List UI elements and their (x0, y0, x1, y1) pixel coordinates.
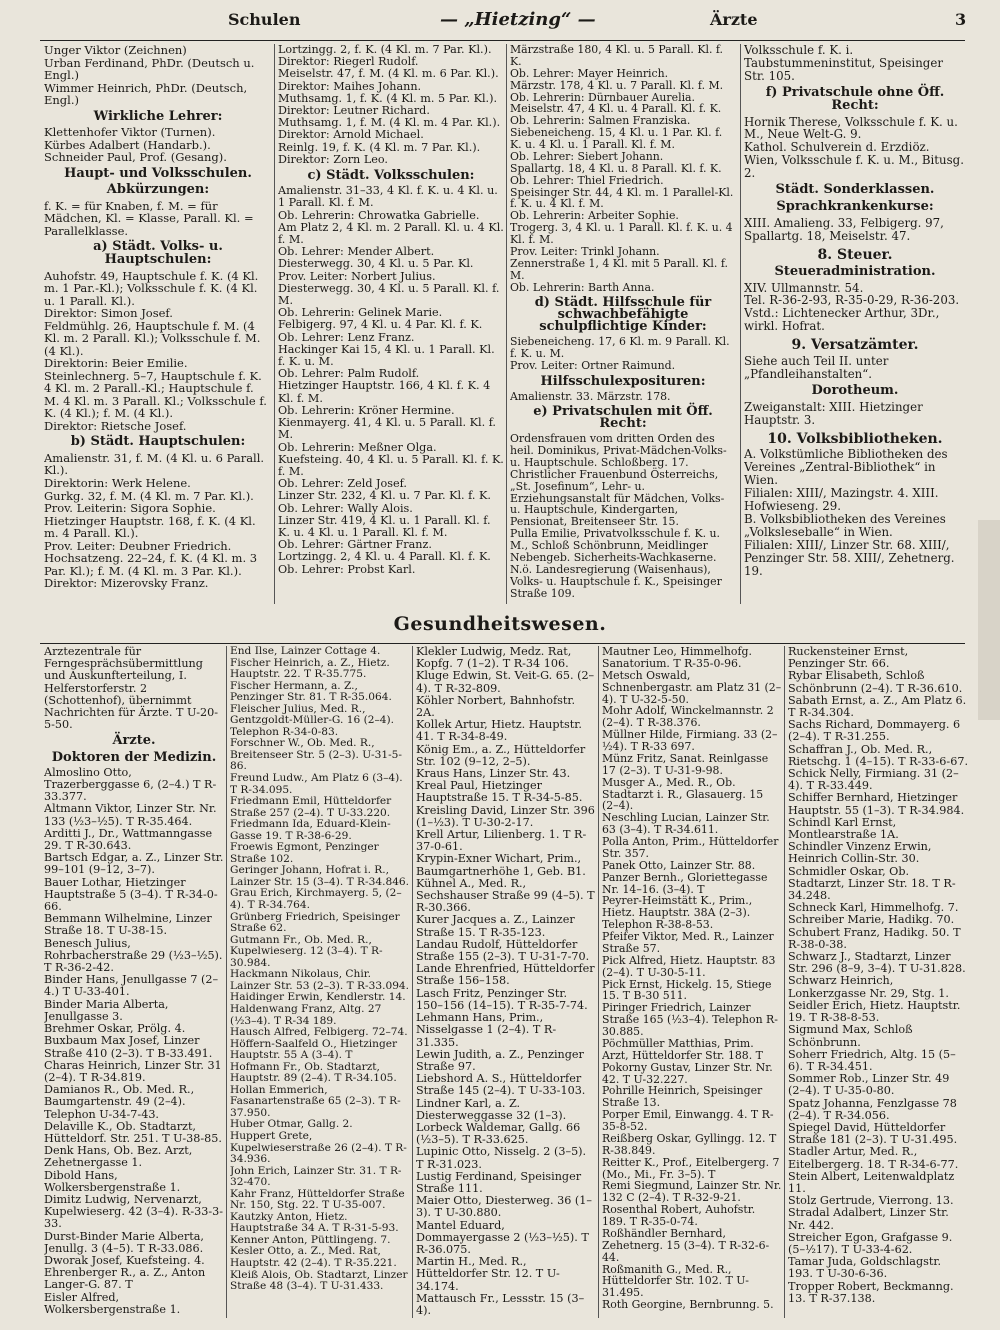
entry: Roßmanith G., Med. R., Hütteldorfer Str. 102. T U-31.495. (602, 1262, 749, 1300)
entry: Ob. Lehrer: Lenz Franz. (278, 330, 415, 344)
entry: Spiegel David, Hütteldorfer Straße 181 (2–3). T U-31.495. (788, 1120, 958, 1147)
entry: Siebeneicheng. 15, 4 Kl. u. 1 Par. Kl. f. K. u. 4 Kl. u. 1 Parall. Kl. f. M. (510, 126, 723, 151)
entry: Urban Ferdinand, PhDr. (Deutsch u. Engl.) (44, 55, 255, 83)
column-divider (598, 646, 599, 1318)
entry: Steinlechnerg. 5–7, Hauptschule f. K. 4 Kl. m. 2 Parall.-Kl.; Hauptschule f. M. 4 Kl. m. 3 Parall. Kl.; Volksschule f. K. (4 Kl.); f. M. (4 Kl.). (44, 368, 267, 421)
entry: Zweiganstalt: XIII. Hietzinger Hauptstr. 3. (744, 399, 923, 427)
entry: Prov. Leiter: Ortner Raimund. (510, 358, 676, 372)
entry: Ob. Lehrer: Probst Karl. (278, 562, 416, 576)
subheading: f) Privatschule ohne Öff. Recht: (765, 84, 945, 113)
column-divider (226, 646, 227, 1318)
entry: Feldmühlg. 26, Hauptschule f. M. (4 Kl. m. 2 Parall. Kl.); Volksschule f. M. (4 Kl.). (44, 318, 261, 358)
entry: Kraus Hans, Linzer Str. 43. (416, 767, 571, 781)
entry: Haldenwang Franz, Altg. 27 (½3–4). T R-34 189. (230, 1002, 382, 1027)
subheading: Wirkliche Lehrer: (93, 108, 223, 124)
entry: Musger A., Med. R., Ob. Stadtarzt i. R., Glasauerg. 15 (2–4). (602, 775, 764, 813)
entry: Lupinic Otto, Nisselg. 2 (3–5). T R-31.023. (416, 1145, 587, 1171)
entry: Siebeneicheng. 17, 6 Kl. m. 9 Parall. Kl. f. K. u. M. (510, 335, 730, 360)
entry: Muthsamg. 1, f. M. (4 Kl. m. 4 Par. Kl.). (278, 116, 501, 130)
entry: Ruckensteiner Ernst, Penzinger Str. 66. (788, 646, 909, 671)
entry: Pfeifer Viktor, Med. R., Lainzer Straße 57. (602, 930, 774, 955)
entry: John Erich, Lainzer Str. 31. T R-32-470. (230, 1164, 402, 1189)
entry: Trogerg. 3, 4 Kl. u. 1 Parall. Kl. f. K. u. 4 Kl. f. M. (510, 221, 733, 246)
entry: Märzstraße 180, 4 Kl. u. 5 Parall. Kl. f. K. (510, 44, 723, 68)
column-divider (412, 646, 413, 1318)
entry: Sachs Richard, Dommayerg. 6 (2–4). T R-31.255. (788, 718, 961, 744)
entry: Linzer Str. 232, 4 Kl. u. 7 Par. Kl. f. K. (278, 489, 491, 503)
entry: Stadler Artur, Med. R., Eitelbergerg. 18. T R-34-6-77. (788, 1145, 959, 1171)
subheading: a) Städt. Volks- u. Hauptschulen: (93, 239, 223, 267)
entry: Köhler Norbert, Bahnhofstr. 2A. (416, 693, 576, 720)
entry: Hietzinger Hauptstr. 166, 4 Kl. f. K. 4 Kl. f. M. (278, 379, 491, 405)
entry: Kreisling David, Linzer Str. 396 (1–½3). T U-30-2-17. (416, 803, 595, 829)
entry: Binder Maria Alberta, Jenullgasse 3. (44, 997, 169, 1023)
entry: Haidinger Erwin, Kendlerstr. 14. (230, 991, 406, 1004)
entry: Ob. Lehrerin: Meßner Olga. (278, 440, 437, 454)
entry: Geringer Johann, Hofrat i. R., Lainzer Str. 15 (3–4). T R-34.846. (230, 864, 410, 888)
entry: Tamar Juda, Goldschlagstr. 193. T U-30-6-36. (788, 1255, 942, 1281)
subheading: Abkürzungen: (106, 182, 210, 198)
entry: Diesterwegg. 30, 4 Kl. u. 5 Par. Kl. (278, 257, 474, 271)
bottom-column-4 (602, 646, 782, 1318)
top-column-2 (278, 44, 504, 604)
header-rule (40, 40, 965, 41)
entry: Streicher Egon, Grafgasse 9. (5–½17). T U-33-4-62. (788, 1230, 953, 1256)
entry: Brehmer Oskar, Prölg. 4. (44, 1022, 186, 1036)
entry: Binder Hans, Jenullgasse 7 (2–4.) T U-33-401. (44, 973, 219, 999)
subheading: e) Privatschulen mit Öff. Recht: (533, 404, 713, 432)
entry: Amalienstr. 31, f. M. (4 Kl. u. 6 Parall. Kl.). (44, 450, 265, 478)
entry: Dworak Josef, Kuefsteing. 4. (44, 1253, 205, 1267)
entry: Schiffer Bernhard, Hietzinger Hauptstr. 55 (1–3). T R-34.984. (788, 791, 965, 817)
entry: Lehmann Hans, Prim., Nisselgasse 1 (2–4). T R-31.335. (416, 1011, 557, 1049)
entry: A. Volkstümliche Bibliotheken des Vereines „Zentral-Bibliothek“ in Wien. (744, 447, 948, 488)
entry: Pick Alfred, Hietz. Hauptstr. 83 (2–4). T U-30-5-11. (602, 953, 776, 979)
bottom-column-2 (230, 646, 410, 1318)
entry: Benesch Julius, Rohrbacherstraße 29 (½3–½5). T R-36-2-42. (44, 936, 223, 975)
entry: Gutmann Fr., Ob. Med. R., Kupelwieserg. 12 (3–4). T R-30.984. (230, 933, 383, 969)
entry: Kathol. Schulverein d. Erzdiöz. Wien, Volksschule f. K. u. M., Bitusg. 2. (744, 140, 964, 181)
entry: Amalienstr. 31–33, 4 Kl. f. K. u. 4 Kl. u. 1 Parall. Kl. f. M. (278, 184, 498, 210)
entry: Bartsch Edgar, a. Z., Linzer Str. 99–101 (9–12, 3–7). (44, 851, 224, 877)
entry: Roßhändler Bernhard, Zehetnerg. 15 (3–4). T R-32-6-44. (602, 1226, 770, 1264)
entry: Pulla Emilie, Privatvolksschule f. K. u. M., Schloß Schönbrunn, Meidlinger Nebengeb. Sicherheits-Wachkaserne. (510, 527, 720, 564)
entry: Ob. Lehrer: Thiel Friedrich. (510, 173, 664, 187)
entry: Klettenhofer Viktor (Turnen). (44, 125, 216, 140)
entry: Lindner Karl, a. Z. Diesterweggasse 32 (1–3). (416, 1096, 567, 1122)
entry: Ob. Lehrer: Palm Rudolf. (278, 367, 420, 381)
section-heading: 9. Versatzämter. (791, 337, 919, 354)
entry: Ordensfrauen vom dritten Orden des heil. Dominikus, Privat-Mädchen-Volks- u. Hauptschule. Schloßberg. 17. (510, 432, 727, 469)
entry: Ob. Lehrerin: Salmen Franziska. (510, 114, 691, 128)
page-number: 3 (955, 10, 967, 29)
entry: Pokorny Gustav, Linzer Str. Nr. 42. T U-32.227. (602, 1060, 773, 1086)
entry: Zennerstraße 1, 4 Kl. mit 5 Parall. Kl. f. M. (510, 256, 728, 282)
entry: Almoslino Otto, Trazerberggasse 6, (2–4.) T R-33.377. (44, 765, 217, 804)
entry: Lande Ehrenfried, Hütteldorfer Straße 156–158. (416, 962, 595, 988)
entry: Direktor: Simon Josef. (44, 306, 173, 321)
entry: Ehrenberger R., a. Z., Anton Langer-G. 87. T (44, 1266, 206, 1292)
entry: Panek Otto, Lainzer Str. 88. (602, 858, 756, 872)
entry: Polla Anton, Prim., Hütteldorfer Str. 357. (602, 835, 779, 860)
top-column-3 (510, 44, 736, 604)
entry: Lortzingg. 2, f. K. (4 Kl. m. 7 Par. Kl.). (278, 44, 492, 56)
section-title: Gesundheitswesen. (393, 613, 607, 635)
entry: Delaville K., Ob. Stadtarzt, Hütteldorf. Str. 251. T U-38-85. (44, 1119, 222, 1145)
entry: Stolz Gertrude, Vierrong. 13. (788, 1194, 954, 1208)
entry: Neschling Lucian, Lainzer Str. 63 (3–4). T R-34.611. (602, 811, 770, 837)
entry: Piringer Friedrich, Lainzer Straße 165 (½3–4). Telephon R-30.885. (602, 1001, 778, 1038)
entry: Diesterwegg. 30, 4 Kl. u. 5 Parall. Kl. f. M. (278, 281, 500, 308)
entry: Ob. Lehrerin: Gelinek Marie. (278, 306, 443, 320)
section-heading: 10. Volksbibliotheken. (767, 430, 943, 447)
subheading: c) Städt. Volksschulen: (307, 168, 475, 184)
subheading: Dorotheum. (811, 382, 899, 398)
entry: Friedmann Ida, Eduard-Klein-Gasse 19. T R-38-6-29. (230, 818, 391, 842)
entry: Direktor: Leutner Richard. (278, 104, 430, 118)
entry: Pöchmüller Matthias, Prim. Arzt, Hütteldorfer Str. 188. T (602, 1036, 763, 1062)
entry: Stein Albert, Leitenwaldplatz 11. (788, 1169, 955, 1195)
entry: Peyrer-Heimstätt K., Prim., Hietz. Hauptstr. 38A (2–3). Telephon R-38-8-53. (602, 894, 753, 932)
entry: König Em., a. Z., Hütteldorfer Str. 102 (9–12, 2–5). (416, 742, 586, 768)
entry: Froewis Egmont, Penzinger Straße 102. (230, 841, 379, 865)
entry: Kautzky Anton, Hietz. Hauptstraße 34 A. T R-31-5-93. (230, 1210, 399, 1235)
entry: Gurkg. 32, f. M. (4 Kl. m. 7 Par. Kl.). (44, 488, 254, 503)
entry: Krypin-Exner Wichart, Prim., Baumgartnerhöhe 1, Geb. B1. (416, 852, 586, 878)
entry: Grau Erich, Kirchmayerg. 5, (2–4). T R-34.764. (230, 887, 402, 912)
entry: Kollek Artur, Hietz. Hauptstr. 41. T R-34-8-49. (416, 718, 582, 744)
entry: Ob. Lehrerin: Barth Anna. (510, 280, 655, 294)
entry: Meiselstr. 47, 4 Kl. u. 4 Parall. Kl. f. K. (510, 102, 722, 116)
entry: Huppert Grete, Kupelwieserstraße 26 (2–4). T R-34.936. (230, 1129, 407, 1166)
entry: Arditti J., Dr., Wattmanngasse 29. T R-30.643. (44, 826, 213, 853)
subheading: Steueradministration. (774, 263, 936, 279)
entry: XIV. Ullmannstr. 54. (744, 280, 864, 295)
entry: Pohrille Heinrich, Speisinger Straße 13. (602, 1084, 763, 1110)
entry: Metsch Oswald, Schnenbergastr. am Platz 31 (2–4). T U-32-5-50. (602, 668, 782, 706)
entry: Reinlg. 19, f. K. (4 Kl. m. 7 Par. Kl.). (278, 140, 481, 154)
entry: Hornik Therese, Volksschule f. K. u. M., Neue Welt-G. 9. (744, 114, 958, 142)
entry: Hietzinger Hauptstr. 168, f. K. (4 Kl. m. 4 Parall. Kl.). (44, 513, 256, 541)
entry: Ob. Lehrerin: Kröner Hermine. (278, 403, 455, 417)
entry: Prov. Leiter: Deubner Friedrich. (44, 538, 232, 553)
entry: Filialen: XIII/, Linzer Str. 68. XIII/, Penzinger Str. 58. XIII/, Zehetnerg. 19. (744, 537, 955, 578)
entry: Prov. Leiterin: Sigora Sophie. (44, 501, 216, 516)
entry: Fleischer Julius, Med. R., Gentzgoldt-Müller-G. 16 (2–4). Telephon R-34-0-83. (230, 702, 394, 738)
entry: Rosenthal Robert, Auhofstr. 189. T R-35-0-74. (602, 1203, 756, 1228)
entry: Ob. Lehrer: Mayer Heinrich. (510, 66, 669, 80)
entry: Hackmann Nikolaus, Chir. Lainzer Str. 53 (2–3). T R-33.094. (230, 968, 410, 992)
entry: Filialen: XIII/, Mazingstr. 4. XIII. Hofwieseng. 29. (744, 486, 939, 514)
entry: Klekler Ludwig, Medz. Rat, Kopfg. 7 (1–2). T R-34 106. (416, 646, 572, 671)
subheading: Städt. Sonderklassen. (775, 182, 935, 198)
entry: Kienmayerg. 41, 4 Kl. u. 5 Parall. Kl. f. M. (278, 416, 496, 442)
entry: Kenner Anton, Püttlingeng. 7. (230, 1233, 391, 1246)
entry: Prov. Leiter: Trinkl Johann. (510, 244, 660, 258)
top-column-1 (44, 44, 272, 604)
subheading: Ärzte. (112, 733, 156, 749)
entry: Schubert Franz, Hadikg. 50. T R-38-0-38. (788, 925, 961, 951)
entry: Amalienstr. 33. Märzstr. 178. (510, 389, 671, 403)
entry: Porper Emil, Einwangg. 4. T R-35-8-52. (602, 1108, 774, 1133)
entry: Müllner Hilde, Firmiang. 33 (2–½4). T R-33 697. (602, 728, 778, 753)
entry: Liebshord A. S., Hütteldorfer Straße 145 (2–4). T U-33-103. (416, 1072, 586, 1098)
entry: Schreiber Marie, Hadikg. 70. (788, 913, 955, 927)
entry: Friedmann Emil, Hütteldorfer Straße 257 (2–4). T U-33.220. (230, 795, 392, 819)
entry: Ob. Lehrer: Siebert Johann. (510, 149, 664, 163)
entry: Ob. Lehrerin: Chrowatka Gabrielle. (278, 208, 480, 222)
entry: Am Platz 2, 4 Kl. m. 2 Parall. Kl. u. 4 Kl. f. M. (278, 220, 504, 247)
entry: Durst-Binder Marie Alberta, Jenullg. 3 (4–5). T R-33.086. (44, 1229, 204, 1255)
entry: Ob. Lehrerin: Arbeiter Sophie. (510, 209, 679, 223)
entry: Krell Artur, Lilienberg. 1. T R-37-0-61. (416, 828, 587, 854)
bottom-column-3 (416, 646, 596, 1318)
entry: Roth Georgine, Bernbrunng. 5. (602, 1298, 774, 1312)
entry: Eisler Alfred, Wolkersbergenstraße 1. (44, 1290, 181, 1316)
entry: Damianos R., Ob. Med. R., Baumgartenstr. 49 (2–4). Telephon U-34-7-43. (44, 1083, 195, 1121)
entry: Hochsatzeng. 22–24, f. K. (4 Kl. m. 3 Par. Kl.); f. M. (4 Kl. m. 3 Par. Kl.). (44, 551, 258, 578)
entry: Sigmund Max, Schloß Schönbrunn. (788, 1023, 913, 1049)
entry: Lasch Fritz, Penzinger Str. 150–156 (14–15). T R-35-7-74. (416, 986, 588, 1012)
entry: Schneck Karl, Himmelhofg. 7. (788, 901, 959, 915)
entry: Direktorin: Beier Emilie. (44, 356, 188, 371)
entry: Maier Otto, Diesterweg. 36 (1–3). T U-30.880. (416, 1194, 592, 1220)
entry: Direktor: Mizerovsky Franz. (44, 576, 209, 591)
header-center: — „Hietzing“ — (440, 9, 596, 30)
page-header (0, 9, 1000, 38)
entry: Soherr Friedrich, Altg. 15 (5–6). T R-34.451. (788, 1047, 956, 1073)
entry: Schneider Paul, Prof. (Gesang). (44, 150, 227, 165)
entry: Mautner Leo, Himmelhofg. Sanatorium. T R-35-0-96. (602, 646, 752, 670)
entry: Pick Ernst, Hickelg. 15, Stiege 15. T B-30 511. (602, 977, 772, 1003)
entry: Märzstr. 178, 4 Kl. u. 7 Parall. Kl. f. M. (510, 78, 724, 92)
entry: B. Volksbibliotheken des Vereines „Volksleseballe“ in Wien. (744, 512, 946, 539)
entry: Muthsamg. 1, f. K. (4 Kl. m. 5 Par. Kl.). (278, 91, 498, 105)
entry: Sabath Ernst, a. Z., Am Platz 6. T R-34.304. (788, 693, 967, 720)
entry: Felbigerg. 97, 4 Kl. u. 4 Par. Kl. f. K. (278, 318, 483, 332)
entry: Wimmer Heinrich, PhDr. (Deutsch, Engl.) (44, 80, 248, 108)
entry: Bemmann Wilhelmine, Linzer Straße 18. T U-38-15. (44, 912, 212, 938)
column-divider (784, 646, 785, 1318)
entry: Sommer Rob., Linzer Str. 49 (2–4). T U-35-0-80. (788, 1072, 950, 1098)
entry: Martin H., Med. R., Hütteldorfer Str. 12. T U-34.174. (416, 1255, 560, 1293)
column-divider (274, 44, 275, 604)
top-column-4 (744, 44, 966, 604)
entry: Lewin Judith, a. Z., Penzinger Straße 97. (416, 1047, 584, 1073)
entry: Siehe auch Teil II. unter „Pfandleihanstalten“. (744, 354, 889, 381)
entry: Direktor: Riegerl Rudolf. (278, 55, 419, 69)
entry: Seidler Erich, Hietz. Hauptstr. 19. T R-38-8-53. (788, 998, 961, 1025)
entry: Hausch Alfred, Felbigerg. 72–74. (230, 1026, 408, 1039)
entry: Ob. Lehrer: Mender Albert. (278, 245, 435, 259)
entry: Forschner W., Ob. Med. R., Breitenseer Str. 5 (2–3). U-31-5-86. (230, 737, 402, 773)
entry: Schwarz J., Stadtarzt, Linzer Str. 296 (8–9, 3–4). T U-31.828. (788, 950, 966, 976)
entry: Direktorin: Werk Helene. (44, 476, 191, 490)
entry: Kahr Franz, Hütteldorfer Straße Nr. 150, Stg. 22. T U-35-007. (230, 1187, 405, 1212)
entry: Hofmann Fr., Ob. Stadtarzt, Hauptstr. 89 (2–4). T R-34.105. (230, 1060, 397, 1085)
subheading: b) Städt. Hauptschulen: (70, 434, 246, 450)
entry: Kürbes Adalbert (Handarb.). (44, 137, 211, 152)
entry: Freund Ludw., Am Platz 6 (3–4). T R-34.095. (230, 772, 403, 796)
entry: Schaffran J., Ob. Med. R., Rietschg. 1 (4–15). T R-33-6-67. (788, 742, 968, 768)
entry: Vstd.: Lichtenecker Arthur, 3Dr., wirkl. Hofrat. (744, 306, 940, 334)
header-left: Schulen (228, 10, 301, 29)
entry: Direktor: Maihes Johann. (278, 79, 422, 93)
entry: Schick Nelly, Firmiang. 31 (2–4). T R-33.449. (788, 767, 959, 793)
subheading: d) Städt. Hilfsschule für schwachbefähigte schulpflichtige Kinder: (534, 295, 712, 335)
entry: Hackinger Kai 15, 4 Kl. u. 1 Parall. Kl. f. K. u. M. (278, 342, 495, 369)
entry: Tropper Robert, Beckmanng. 13. T R-37.138. (788, 1279, 954, 1305)
entry: Direktor: Zorn Leo. (278, 152, 388, 166)
entry: Spatz Johanna, Fenzlgasse 78 (2–4). T R-34.056. (788, 1096, 957, 1122)
entry: Ob. Lehrer: Zeld Josef. (278, 477, 407, 491)
entry: Christlicher Frauenbund Österreichs, „St. Josefinum“, Lehr- u. Erziehungsanstalt für Mädchen, Volks- u. Hauptschule, Kindergarten, Pensionat, Breitenseer Str. 15. (510, 467, 725, 529)
entry: Lustig Ferdinand, Speisinger Straße 111. (416, 1169, 582, 1195)
bottom-column-1 (44, 646, 224, 1318)
column-divider (506, 44, 507, 604)
column-divider (740, 44, 741, 604)
entry: Schindler Vinzenz Erwin, Heinrich Collin-Str. 30. (788, 840, 932, 866)
entry: Bauer Lothar, Hietzinger Hauptstraße 5 (3–4). T R-34-0-66. (44, 875, 218, 914)
entry: Landau Rudolf, Hütteldorfer Straße 155 (2–3). T U-31-7-70. (416, 937, 590, 964)
entry: Panzer Bernh., Gloriettegasse Nr. 14–16. (3–4). T (602, 870, 768, 896)
entry: Kurer Jacques a. Z., Lainzer Straße 15. T R-35-123. (416, 913, 575, 939)
entry: Fischer Hermann, a. Z., Penzinger Str. 81. T R-35.064. (230, 679, 392, 704)
entry: Altmann Viktor, Linzer Str. Nr. 133 (½3–½5). T R-35.464. (44, 802, 217, 828)
entry: End Ilse, Lainzer Cottage 4. (230, 646, 381, 657)
entry: Lortzingg. 2, 4 Kl. u. 4 Parall. Kl. f. K. (278, 550, 491, 564)
entry: Tel. R-36-2-93, R-35-0-29, R-36-203. (744, 293, 960, 308)
entry: Remi Siegmund, Lainzer Str. Nr. 132 C (2–4). T R-32-9-21. (602, 1179, 782, 1205)
entry: Ob. Lehrer: Wally Alois. (278, 501, 413, 515)
subheading: Doktoren der Medizin. (51, 749, 217, 765)
entry: XIII. Amalieng. 33, Felbigerg. 97, Spallartg. 18, Meiselstr. 47. (744, 215, 944, 243)
entry: Charas Heinrich, Linzer Str. 31 (2–4). T R-34.819. (44, 1058, 222, 1084)
entry: Kuefsteing. 40, 4 Kl. u. 5 Parall. Kl. f. K. f. M. (278, 452, 504, 478)
entry: Linzer Str. 419, 4 Kl. u. 1 Parall. Kl. f. K. u. 4 Kl. u. 1 Parall. Kl. f. M. (278, 513, 491, 539)
entry: Huber Otmar, Gallg. 2. (230, 1118, 353, 1131)
entry: Mattausch Fr., Lessstr. 15 (3–4). (416, 1291, 585, 1317)
subheading: Hilfsschulexposituren: (540, 373, 706, 389)
entry: Schwarz Heinrich, Lonkerzgasse Nr. 29, Stg. 1. (788, 974, 949, 1000)
entry: Reißberg Oskar, Gyllingg. 12. T R-38.849. (602, 1131, 777, 1157)
entry: Speisinger Str. 44, 4 Kl. m. 1 Parallel-Kl. f. K. u. 4 Kl. f. M. (510, 185, 734, 211)
entry: Meiselstr. 47, f. M. (4 Kl. m. 6 Par. Kl.). (278, 67, 499, 81)
entry: Stradal Adalbert, Linzer Str. Nr. 442. (788, 1206, 949, 1232)
entry: Mohr Adolf, Winckelmannstr. 2 (2–4). T R-38.376. (602, 704, 774, 730)
entry: f. K. = für Knaben, f. M. = für Mädchen, Kl. = Klasse, Parall. Kl. = Parallelklasse. (44, 198, 254, 238)
entry: Kluge Edwin, St. Veit-G. 65. (2–4). T R-32-809. (416, 669, 595, 695)
entry: Direktor: Arnold Michael. (278, 128, 424, 142)
entry: Höffern-Saalfeld O., Hietzinger Hauptstr. 55 A (3–4). T (230, 1037, 398, 1062)
entry: Münz Fritz, Sanat. Reinlgasse 17 (2–3). T U-31-9-98. (602, 751, 769, 777)
header-right: Ärzte (710, 10, 758, 29)
subheading: Haupt- und Volksschulen. (64, 165, 252, 181)
entry: Spallartg. 18, 4 Kl. u. 8 Parall. Kl. f. K. (510, 161, 722, 175)
page-edge-shadow (978, 520, 1000, 720)
entry: Volksschule f. K. i. Taubstummeninstitut, Speisinger Str. 105. (744, 44, 943, 83)
entry: Ärztezentrale für Ferngesprächsübermittlung und Auskunfterteilung, I. Helferstorferstr. 2 (Schottenhof), übernimmt Nachrichten für Ärzte. T U-20-5-50. (44, 646, 219, 732)
entry: Fischer Heinrich, a. Z., Hietz. Hauptstr. 22. T R-35.775. (230, 656, 390, 681)
entry: Dimitz Ludwig, Nervenarzt, Kupelwieserg. 42 (3–4). R-33-3-33. (44, 1192, 224, 1231)
entry: Kleiß Alois, Ob. Stadtarzt, Linzer Straße 48 (3–4). T U-31.433. (230, 1268, 408, 1293)
entry: Schmidler Oskar, Ob. Stadtarzt, Linzer Str. 18. T R-34.248. (788, 864, 956, 903)
entry: Ob. Lehrer: Gärtner Franz. (278, 538, 432, 552)
entry: Schindl Karl Ernst, Montlearstraße 1A. (788, 815, 899, 842)
entry: Ob. Lehrerin: Dürnbauer Aurelia. (510, 90, 696, 104)
entry: Auhofstr. 49, Hauptschule f. K. (4 Kl. m. 1 Par.-Kl.); Volksschule f. K. (4 Kl. u. 1 Parall. Kl.). (44, 268, 259, 308)
entry: Reitter K., Prof., Eitelbergerg. 7 (Mo., Mi., Fr. 3–5). T (602, 1155, 780, 1181)
entry: N.ö. Landesregierung (Waisenhaus), Volks- u. Hauptschule f. K., Speisinger Straße 109. (510, 562, 722, 600)
subheading: Sprachkrankenkurse: (776, 198, 934, 214)
entry: Kühnel A., Med. R., Sechshauser Straße 99 (4–5). T R-30.366. (416, 876, 595, 915)
entry: Unger Viktor (Zeichnen) (44, 44, 187, 57)
entry: Prov. Leiter: Norbert Julius. (278, 269, 436, 283)
entry: Grünberg Friedrich, Speisinger Straße 62. (230, 910, 400, 935)
entry: Direktor: Rietsche Josef. (44, 418, 187, 433)
entry: Rybar Elisabeth, Schloß Schönbrunn (2–4). T R-36.610. (788, 669, 963, 695)
entry: Dibold Hans, Wolkersbergenstraße 1. (44, 1168, 181, 1194)
entry: Denk Hans, Ob. Bez. Arzt, Zehetnergasse 1. (44, 1144, 193, 1170)
bottom-column-5 (788, 646, 968, 1318)
entry: Kesler Otto, a. Z., Med. Rat, Hauptstr. 42 (2–4). T R-35.221. (230, 1245, 397, 1269)
section-rule (40, 643, 965, 644)
entry: Kreal Paul, Hietzinger Hauptstraße 15. T R-34-5-85. (416, 779, 583, 805)
entry: Mantel Eduard, Dommayergasse 2 (½3–½5). T R-36.075. (416, 1218, 589, 1256)
entry: Buxbaum Max Josef, Linzer Straße 410 (2–3). T B-33.491. (44, 1034, 213, 1060)
entry: Hollan Emmerich, Fasanartenstraße 65 (2–3). T R-37.950. (230, 1083, 401, 1119)
section-heading: 8. Steuer. (817, 246, 893, 263)
entry: Lorbeck Waldemar, Gallg. 66 (½3–5). T R-33.625. (416, 1120, 581, 1147)
